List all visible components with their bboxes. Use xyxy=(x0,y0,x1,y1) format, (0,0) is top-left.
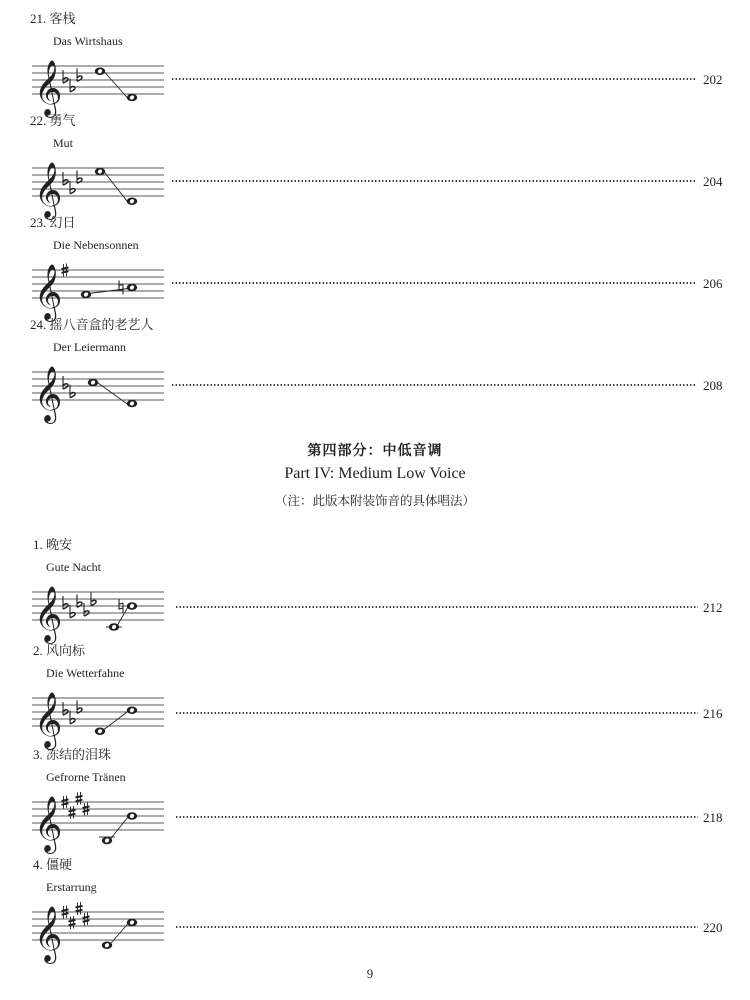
whole-note xyxy=(95,728,105,735)
whole-note xyxy=(127,919,137,926)
whole-note xyxy=(127,707,137,714)
page-number: 202 xyxy=(703,72,723,87)
whole-note xyxy=(127,198,137,205)
whole-note xyxy=(99,837,115,844)
whole-note xyxy=(127,602,137,609)
page-number: 218 xyxy=(703,810,723,825)
toc-entry-21[interactable] xyxy=(0,8,750,116)
page-number: 208 xyxy=(703,378,723,393)
whole-note xyxy=(127,400,137,407)
flat-sign xyxy=(77,170,82,183)
whole-note xyxy=(95,168,105,175)
sharp-sign xyxy=(69,806,76,819)
musical-incipit xyxy=(32,156,164,216)
treble-clef: 𝄞 xyxy=(34,366,63,422)
entry-subtitle: Die Wetterfahne xyxy=(46,666,125,680)
toc-entry-24[interactable] xyxy=(0,314,750,422)
musical-incipit xyxy=(32,580,164,640)
toc-entry-2[interactable] xyxy=(0,640,750,748)
connecting-line xyxy=(110,817,128,840)
toc-entry-22[interactable] xyxy=(0,110,750,218)
whole-note xyxy=(106,623,122,630)
flat-sign xyxy=(63,596,68,609)
flat-sign xyxy=(70,711,75,724)
entry-title: 22. 勇气 xyxy=(30,113,76,128)
treble-clef: 𝄞 xyxy=(34,162,63,218)
page-number: 220 xyxy=(703,920,723,935)
treble-clef: 𝄞 xyxy=(34,796,63,852)
entry-subtitle: Erstarrung xyxy=(46,880,97,894)
dot-leader xyxy=(171,78,697,80)
entry-subtitle: Gefrorne Tränen xyxy=(46,770,126,784)
treble-clef: 𝄞 xyxy=(34,60,63,116)
whole-note xyxy=(88,379,98,386)
musical-incipit xyxy=(32,258,164,318)
section-heading-english: Part IV: Medium Low Voice xyxy=(284,465,466,482)
treble-clef: 𝄞 xyxy=(34,906,63,962)
dot-leader xyxy=(175,926,698,928)
flat-sign xyxy=(63,172,68,185)
entry-title: 2. 风向标 xyxy=(33,643,86,658)
entry-title: 24. 摇八音盒的老艺人 xyxy=(30,317,154,332)
entry-subtitle: Mut xyxy=(53,136,74,150)
whole-note xyxy=(127,812,137,819)
footer-page-number: 9 xyxy=(366,966,374,981)
dot-leader xyxy=(171,384,697,386)
musical-incipit xyxy=(32,900,164,960)
connecting-line xyxy=(110,924,128,945)
toc-entry-4[interactable] xyxy=(0,854,750,962)
flat-sign xyxy=(77,594,82,607)
whole-note xyxy=(127,284,137,291)
entry-subtitle: Die Nebensonnen xyxy=(53,238,139,252)
page-number: 206 xyxy=(703,276,723,291)
section-note: （注：此版本附装饰音的具体唱法） xyxy=(274,494,475,508)
flat-sign xyxy=(70,385,75,398)
flat-sign xyxy=(84,603,89,616)
sharp-sign xyxy=(76,792,83,805)
whole-note xyxy=(81,291,91,298)
flat-sign xyxy=(63,376,68,389)
toc-entry-23[interactable] xyxy=(0,212,750,320)
musical-incipit xyxy=(32,686,164,746)
page-number: 212 xyxy=(703,600,723,615)
treble-clef: 𝄞 xyxy=(34,586,63,642)
connecting-line xyxy=(103,711,128,730)
flat-sign xyxy=(63,70,68,83)
entry-title: 23. 幻日 xyxy=(30,215,76,230)
dot-leader xyxy=(171,180,697,182)
flat-sign xyxy=(70,605,75,618)
toc-entry-1[interactable] xyxy=(0,534,750,642)
flat-sign xyxy=(70,79,75,92)
section-heading-chinese: 第四部分：中低音调 xyxy=(307,443,443,459)
whole-note xyxy=(127,94,137,101)
whole-note xyxy=(102,942,112,949)
toc-entry-3[interactable] xyxy=(0,744,750,852)
musical-incipit xyxy=(32,54,164,114)
treble-clef: 𝄞 xyxy=(34,264,63,320)
entry-title: 4. 僵硬 xyxy=(33,857,73,872)
treble-clef: 𝄞 xyxy=(34,692,63,748)
entry-title: 3. 冻结的泪珠 xyxy=(33,747,112,762)
dot-leader xyxy=(171,282,697,284)
entry-subtitle: Gute Nacht xyxy=(46,560,101,574)
entry-title: 21. 客栈 xyxy=(30,11,76,26)
flat-sign xyxy=(70,181,75,194)
entry-subtitle: Das Wirtshaus xyxy=(53,34,123,48)
entry-subtitle: Der Leiermann xyxy=(53,340,126,354)
sharp-sign xyxy=(76,902,83,915)
natural-sign xyxy=(119,281,123,295)
musical-incipit xyxy=(32,790,164,850)
page-number: 216 xyxy=(703,706,723,721)
dot-leader xyxy=(175,712,698,714)
sharp-sign xyxy=(69,916,76,929)
page-number: 204 xyxy=(703,174,723,189)
musical-incipit xyxy=(32,360,164,420)
dot-leader xyxy=(175,816,698,818)
entry-title: 1. 晚安 xyxy=(33,537,73,552)
flat-sign xyxy=(77,700,82,713)
flat-sign xyxy=(63,702,68,715)
whole-note xyxy=(95,68,105,75)
dot-leader xyxy=(175,606,698,608)
flat-sign xyxy=(77,68,82,81)
